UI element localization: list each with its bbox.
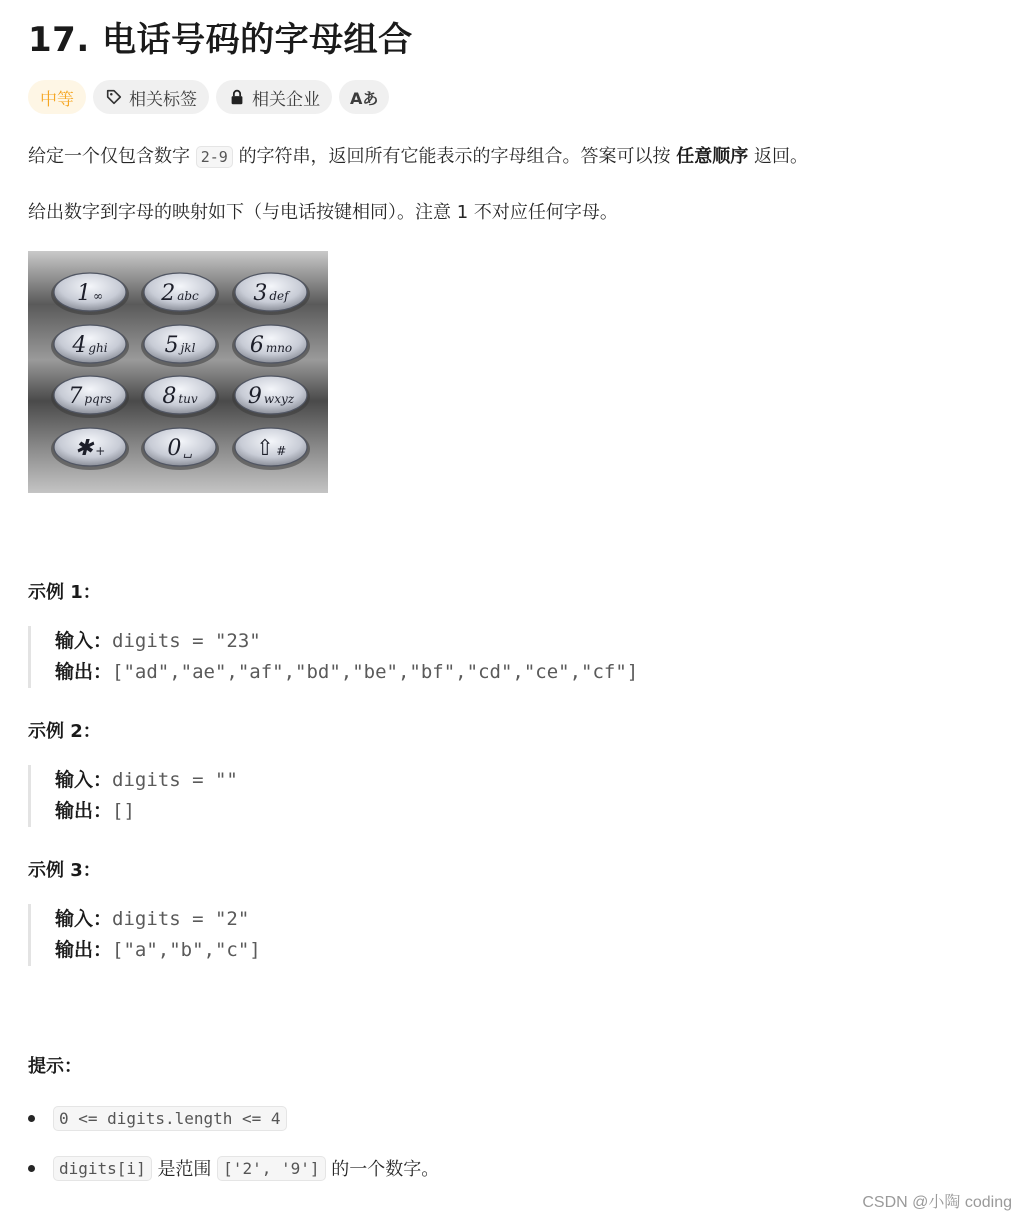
example-output-line: 输出：[] (55, 800, 135, 822)
keypad-digit: 7 (68, 384, 83, 409)
keypad-key (232, 273, 310, 315)
bullet (28, 1165, 35, 1172)
description-paragraph-2: 给出数字到字母的映射如下（与电话按键相同）。注意 1 不对应任何字母。 (28, 202, 618, 223)
keypad-key (232, 376, 310, 418)
keypad-digit: 2 (161, 281, 176, 306)
keypad-key (141, 273, 219, 315)
keypad-letters: ghi (88, 341, 108, 355)
keypad-letters: mno (265, 341, 293, 355)
description-paragraph-1: 给定一个仅包含数字 2-9 的字符串，返回所有它能表示的字母组合。答案可以按 任意顺序 返回。 (28, 146, 809, 167)
keypad-key (51, 325, 129, 367)
keypad-key (232, 325, 310, 367)
keypad-key (232, 428, 310, 470)
example-output-line: 输出：["a","b","c"] (55, 939, 261, 961)
example-block (28, 626, 638, 688)
keypad-digit: 5 (164, 333, 179, 358)
keypad-digit: ⇧ (255, 436, 275, 461)
keypad-key (141, 325, 219, 367)
hint-item-2: digits[i] 是范围 ['2', '9'] 的一个数字。 (28, 1155, 439, 1181)
keypad-digit: 0 (167, 436, 182, 461)
keypad-letters: abc (177, 289, 199, 303)
keypad-key (51, 428, 129, 470)
translate-button[interactable] (339, 80, 389, 114)
keypad-letters: tuv (178, 392, 198, 406)
keypad-digit: 3 (253, 281, 268, 306)
keypad-letters: ∞ (93, 289, 103, 303)
keypad-key (51, 376, 129, 418)
example-title: 示例 3： (28, 860, 101, 881)
bullet (28, 1115, 35, 1122)
lock-icon (228, 88, 246, 106)
keypad-letters: jkl (180, 341, 196, 355)
keypad-letters: ␣ (183, 444, 193, 458)
tag-icon (105, 88, 123, 106)
example-block (28, 904, 261, 966)
keypad-digit: 8 (162, 384, 177, 409)
keypad-key (141, 428, 219, 470)
keypad-digit: 4 (72, 333, 87, 358)
translate-icon: Aあ (350, 88, 379, 108)
difficulty-badge[interactable]: 中等 (28, 80, 86, 114)
example-output-line: 输出：["ad","ae","af","bd","be","bf","cd","ce","cf"] (55, 661, 639, 683)
keypad-digit: ✱ (74, 436, 94, 461)
example-input-line: 输入：digits = "2" (55, 908, 250, 930)
keypad-letters: + (95, 444, 106, 458)
keypad-digit: 6 (249, 333, 264, 358)
hint-item-1: 0 <= digits.length <= 4 (28, 1106, 287, 1131)
keypad-key (51, 273, 129, 315)
related-tags-button[interactable]: 相关标签 (93, 80, 209, 114)
phone-keypad-image (28, 251, 328, 493)
keypad-letters: def (269, 289, 289, 303)
example-title: 示例 2： (28, 721, 101, 742)
example-input-line: 输入：digits = "" (55, 769, 238, 791)
example-title: 示例 1： (28, 582, 101, 603)
keypad-key (141, 376, 219, 418)
example-block (28, 765, 238, 827)
keypad-digit: 1 (77, 281, 91, 306)
tag-row (28, 80, 389, 114)
keypad-letters: # (276, 444, 287, 458)
related-companies-button[interactable]: 相关企业 (216, 80, 332, 114)
keypad-digit: 9 (247, 384, 262, 409)
keypad-letters: pqrs (84, 392, 112, 406)
example-input-line: 输入：digits = "23" (55, 630, 261, 652)
hints-title: 提示： (28, 1056, 82, 1077)
watermark: CSDN @小陶 coding (862, 1194, 1012, 1211)
page-title: 17. 电话号码的字母组合 (28, 20, 413, 60)
keypad-letters: wxyz (263, 392, 295, 406)
